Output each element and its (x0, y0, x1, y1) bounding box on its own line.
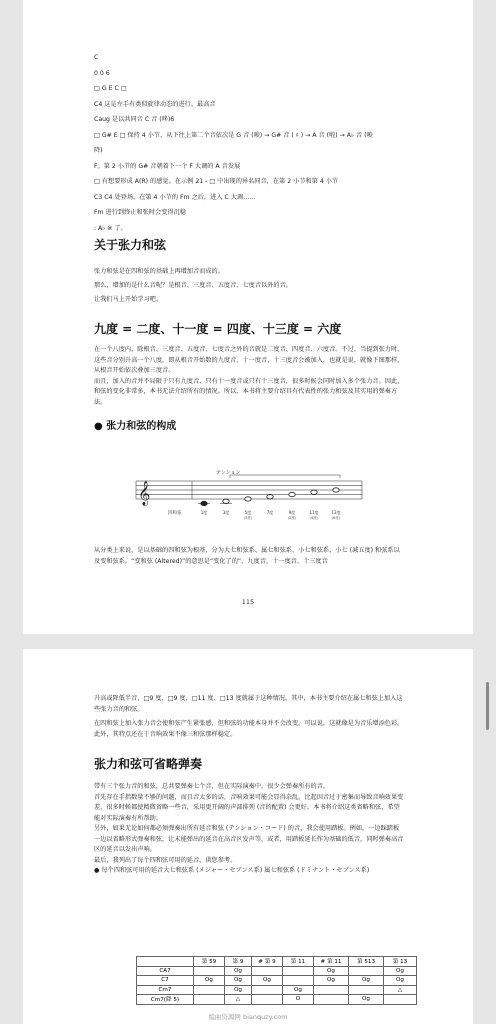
staff-note (267, 495, 273, 499)
table-row (137, 976, 417, 986)
section-heading-intervals: 九度 = 二度、十一度 = 四度、十三度 = 六度 (94, 322, 342, 336)
bullet-item: ● 每个四和弦可用的延音大七和弦系 (メジャー・セブンス系) 属七和弦系 (ドミナント・セブンス系) (94, 867, 370, 874)
table-cell: △ (225, 995, 252, 1005)
intro-text (94, 265, 404, 307)
table-cell: Og (225, 966, 252, 976)
page-body (94, 694, 404, 877)
table-header-cell: 第 13 (384, 957, 417, 967)
table-header-cell (137, 957, 194, 967)
book-page-115 (23, 0, 473, 634)
table-cell: C7 (137, 976, 194, 986)
scrollbar[interactable] (486, 682, 489, 730)
table-cell: Og (252, 976, 283, 986)
text-line: C3 C4 处登场。在第 4 小节的 Fm 之后，进入 C 大调…… (94, 193, 256, 201)
staff-note (333, 488, 339, 492)
staff-note (289, 492, 295, 496)
paragraph: 升高或降低半音，□9 度、□9 度、□11 度、□13 度就属于这种情况。其中，本书主要介绍在属七和弦上加入这些张力音的和弦。 (94, 695, 403, 713)
text-line: : A♭ ※ 了。 (94, 224, 127, 232)
table-cell (194, 995, 225, 1005)
table-cell: Og (314, 976, 349, 986)
classification-text (94, 546, 404, 567)
table-cell: Cm7(降 5) (137, 995, 194, 1005)
staff-note (245, 497, 251, 501)
paragraph: 带有三个张力音的和弦，总共要弹奏七个音，但在实际演奏中，很少会弹奏所有的音。 (94, 783, 330, 790)
text-line: Caug 是以共同音 C 音 (哆)6 (94, 116, 175, 123)
table-cell: △ (384, 985, 417, 995)
section-tension-chords (94, 237, 404, 434)
text-line: Fm 进行到终止和张时会变得沉稳 (94, 209, 186, 216)
page-number: 115 (241, 598, 255, 606)
chord-label: 四和弦 (168, 511, 182, 516)
table-cell: Og (283, 985, 314, 995)
paragraph: 另外，如果无论如何都必须弹奏出所有延音和弦 (テンション・コード) 的音，我会使用踏板。例如，一边踩踏板一边以省略形式弹奏和弦，让未能弹出的延音在高音区发声等。或者，用踏板延长作为基础的低音，同时弹奏高音区的延音以发出声响。 (94, 825, 404, 853)
table-cell: Og (225, 985, 252, 995)
text-line: C4 这是左手有类似旋律动态的进行。最高音 (94, 100, 216, 108)
subsection-heading: ● 张力和弦的构成 (94, 421, 177, 432)
note-label: 5度 (244, 510, 252, 515)
text-line: 那么，增加的是什么音呢？是根音、三度音、五度音、七度音以外的音。 (94, 282, 292, 289)
tension-chord-staff (134, 461, 364, 523)
text-line: 张力和弦是在四和弦的基础上再增加音而成的。 (94, 268, 224, 275)
table-row (137, 966, 417, 976)
text-line: F。第 2 小节的 G# 音朝着下一个 F 大调的 A 音发展 (94, 162, 241, 170)
table-cell (384, 995, 417, 1005)
table-cell (283, 966, 314, 976)
table-cell: O (283, 995, 314, 1005)
table-row (137, 985, 417, 995)
table-cell (283, 976, 314, 986)
table-cell (314, 995, 349, 1005)
text-line: □ 有想要形成 A(R) 的感觉。在示例 21 - □ 中出现的异名同音，在第 2 小节和第 4 小节 (94, 178, 339, 185)
table-cell: Og (349, 995, 384, 1005)
book-page-116 (23, 649, 473, 1024)
note-label: 3度 (222, 510, 230, 515)
note-label: 1度 (200, 510, 208, 515)
table-header-cell: 第 59 (194, 957, 225, 967)
table-cell: Og (225, 976, 252, 986)
table-header-cell: # 第 11 (314, 957, 349, 967)
note-sublabel: (4度) (309, 516, 319, 520)
section-heading: 关于张力和弦 (94, 238, 167, 252)
note-sublabel: (5度) (243, 516, 253, 520)
table-cell (252, 966, 283, 976)
text-line: C (94, 54, 99, 61)
staff-note (223, 499, 229, 503)
table-cell (252, 985, 283, 995)
table-cell (252, 995, 283, 1005)
paragraph: 在一个八度内，除根音、三度音、五度音、七度音之外的音就是二度音、四度音、六度音。不过，当提到张力时，这些音分别升高一个八度，即从根音开始数的九度音、十一度音、十三度音会被加入，也就是说，就像下图那样，从根音开始依次叠加三度音。 (94, 346, 404, 374)
table-cell (314, 985, 349, 995)
paragraph: 最后，我列出了每个四和弦可用的延音，供您参考。 (94, 856, 237, 864)
table-cell (194, 985, 225, 995)
staff-note (311, 490, 317, 494)
paragraph: 在四和弦上加入张力音会使和弦产生紧张感，但和弦的功能本身并不会改变。可以说，这就像是为音乐增添色彩。此外，其特点还在于音响效果不像三和弦那样稳定。 (94, 720, 404, 738)
paragraph: 而且，加入的音并不局限于只有九度音、只有十一度音或只有十三度音，很多时候会同时加入多个张力音。因此，和弦的变化非常多，本书无法介绍所有的情况。所以，本书将主要介绍具有代表性的张力和弦及其实用的弹奏方法。 (94, 377, 404, 406)
text-line: □ G# E □ 保持 4 小节，从下往上第二个音依次是 G 音 (唆) → G# 音 ( ♯ ) → A 音 (啦) → A♭ 音 (唆 (94, 131, 373, 139)
table-cell: Og (349, 976, 384, 986)
table-cell: Cm7 (137, 985, 194, 995)
table-cell: Og (314, 966, 349, 976)
table-header-cell: 第 9 (225, 957, 252, 967)
staff-note (201, 501, 207, 505)
table-cell (349, 966, 384, 976)
table-cell (194, 966, 225, 976)
note-label: 9度 (288, 510, 296, 515)
treble-clef-icon: 𝄞 (138, 481, 151, 505)
table-cell: Og (384, 966, 417, 976)
text-line: 让我们马上开始学习吧。 (94, 296, 163, 303)
watermark-footer: 编曲资源网 bianquzy.com (208, 1013, 288, 1021)
table-cell: Og (384, 976, 417, 986)
note-label: 7度 (266, 510, 274, 515)
tension-table (136, 956, 417, 1005)
paragraph: 从分类上来说，是以基础的四和弦为根基，分为大七和弦系、属七和弦系、小七和弦系、小七 (减五度) 和弦系以及变和弦系。“变和弦 (Altered)”的意思是“变化了的”，九度音、十一度音、十三度音 (94, 547, 400, 565)
table-cell (349, 985, 384, 995)
section-heading: 张力和弦可省略弹奏 (94, 757, 203, 771)
note-sublabel: (6度) (331, 516, 341, 520)
table-header-cell: 第 513 (349, 957, 384, 967)
text-line: 降) (94, 147, 103, 154)
tension-label: テンション (216, 470, 241, 476)
note-label: 11度 (309, 510, 319, 515)
text-line: 0 0 6 (94, 69, 110, 77)
tension-bracket (230, 475, 340, 478)
note-label: 13度 (331, 510, 341, 515)
table-cell: CA7 (137, 966, 194, 976)
analysis-notes (94, 50, 404, 236)
table-header-row (137, 957, 417, 967)
text-line: □ G E C □ (94, 85, 127, 92)
note-sublabel: (2度) (287, 516, 297, 520)
table-header-cell: # 第 9 (252, 957, 283, 967)
table-row (137, 995, 417, 1005)
paragraph: 首先存在手指数量不够的问题，而且音太多的话，音响效果可能会显得杂乱。比起因音过于密集而导致音响效果变差，很多时候都使精微省略一些音，采用更开阔的声部排列 (音的配置) 会更好。本书将介绍这类省略和弦，希望能对实际演奏有所帮助。 (94, 793, 404, 822)
table-cell: Og (194, 976, 225, 986)
table-header-cell: 第 11 (283, 957, 314, 967)
